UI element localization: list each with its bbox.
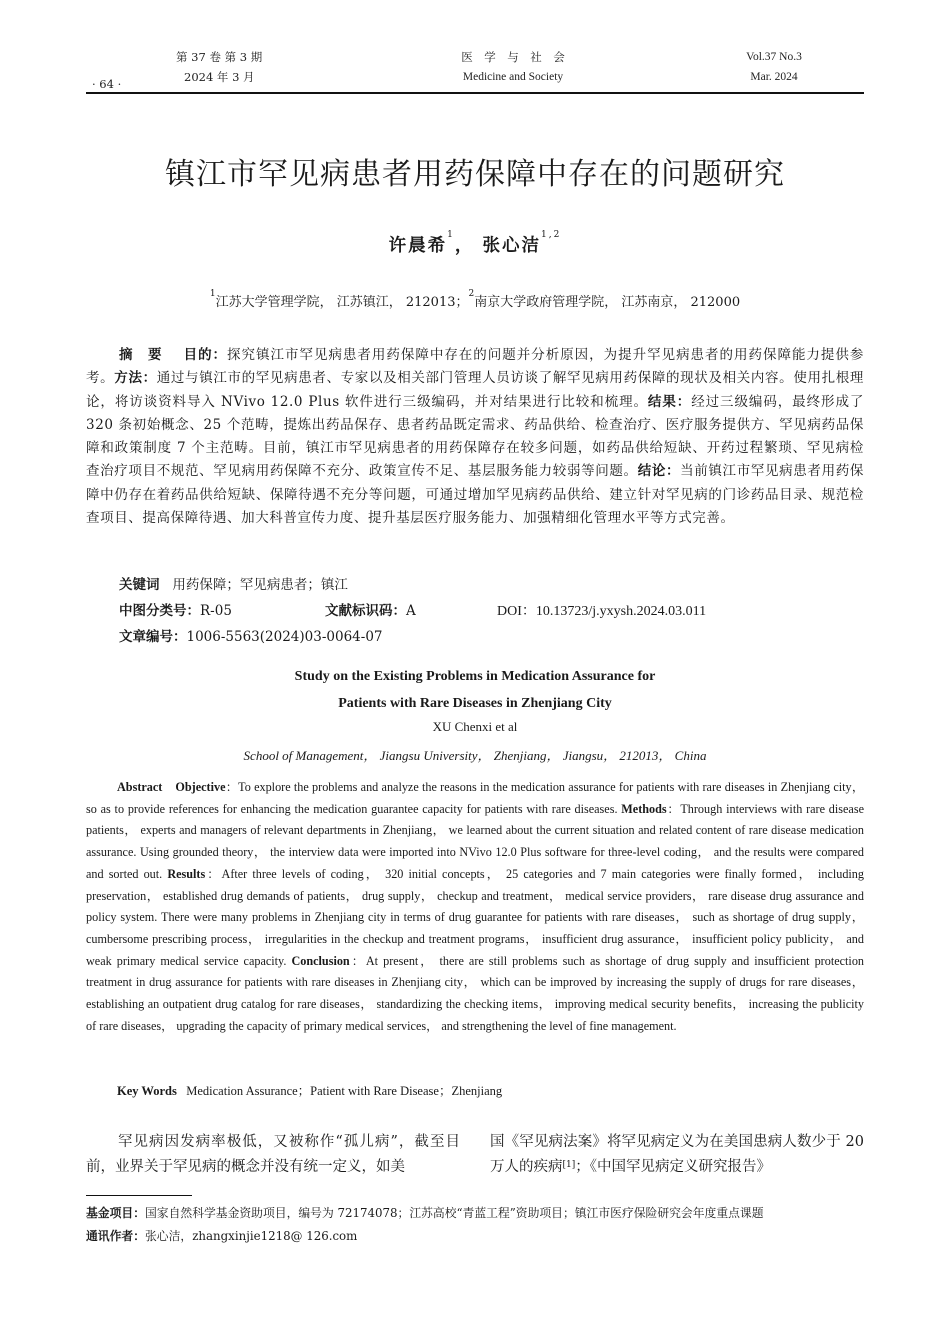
affil-sup: 1 <box>209 289 216 299</box>
objective-text: 探究镇江市罕见病患者用药保障中存在的问题并分析原因，为提升罕见病患者的用药保障能力提供参考。 <box>86 347 864 387</box>
body-text: 国《罕见病法案》将罕见病定义为在美国患病人数少于 20 万人的疾病 <box>490 1134 864 1175</box>
results-en-text: ：After three levels of coding， 320 initial concepts， 25 categories and 7 main categories were finally formed， including preservation， established drug demands of patients， drug supply， checkup and treatment， medical service providers， rare disease drug assurance and policy system. There were many problems in Zhenjiang city in terms of drug guarantee for patients with rare diseases， such as shortage of drug supply， cumbersome prescribing process， irregularities in the checkup and treatment programs， insufficient drug assurance， insufficient policy publicity， and weak primary medical service capacity. <box>86 866 864 968</box>
article-title-en-line1: Study on the Existing Problems in Medication Assurance for <box>294 669 656 684</box>
doc-label: 文献标识码： <box>325 603 406 619</box>
affiliations <box>86 291 864 310</box>
body-text: ；《中国罕见病定义研究报告》 <box>575 1159 771 1175</box>
article-value: 1006-5563(2024)03-0064-07 <box>186 629 383 645</box>
conclusion-en-text: ：At present， there are still problems such as shortage of drug supply and insufficient protection treatment in drug assurance for patients with rare diseases in Zhenjiang city， which can be improved by increasing the supply of drugs for rare diseases， establishing an outpatient drug catalog for rare diseases， standardizing the checking items， improving medical security benefits， increasing the publicity of rare diseases， upgrading the capacity of primary medical services， and strengthening the level of fine management. <box>86 953 865 1033</box>
methods-label: 方法： <box>114 370 157 387</box>
corresponding-text: 张心洁，zhangxinjie1218@ 126.com <box>145 1229 358 1243</box>
keywords-text: 用药保障；罕见病患者；镇江 <box>172 577 348 593</box>
body-column-right <box>490 1130 864 1180</box>
clc-label: 中图分类号： <box>119 603 200 619</box>
affil-2: 南京大学政府管理学院， 江苏南京， 212000 <box>474 295 741 310</box>
corresponding-label: 通讯作者： <box>86 1229 145 1243</box>
affiliation-en: School of Management， Jiangsu University， Zhenjiang， Jiangsu， 212013， China <box>243 748 707 763</box>
funding-note <box>86 1203 764 1223</box>
methods-en-label: Methods <box>621 801 667 816</box>
methods-text: 通过与镇江市的罕见病患者、专家以及相关部门管理人员访谈了解罕见病用药保障的现状及相关内容。使用扎根理论，将访谈资料导入 NVivo 12.0 Plus 软件进行三级编码，并对结果进行比较和梳理。 <box>86 370 865 410</box>
objective-en-label: Objective <box>175 780 226 794</box>
keywords-en-text: Medication Assurance；Patient with Rare Disease；Zhenjiang <box>186 1084 503 1098</box>
journal-name-en: Medicine and Society <box>462 71 564 83</box>
article-label: 文章编号： <box>119 629 187 645</box>
funding-text: 国家自然科学基金资助项目，编号为 72174078；江苏高校“青蓝工程”资助项目；镇江市医疗保险研究会年度重点课题 <box>145 1206 764 1220</box>
clc-number <box>119 600 232 623</box>
page-number: · 64 · <box>92 77 122 91</box>
issue-cn: 第 37 卷 第 3 期 <box>176 50 263 64</box>
results-label: 结果： <box>647 393 692 410</box>
volume-en: Vol.37 No.3 <box>746 51 802 63</box>
article-title-en-line2: Patients with Rare Diseases in Zhenjiang City <box>338 696 612 711</box>
journal-name-cn: 医 学 与 社 会 <box>461 50 565 64</box>
conclusion-label: 结论： <box>637 463 681 480</box>
keywords-cn <box>119 574 348 597</box>
doc-value: A <box>406 603 416 619</box>
objective-en-text: ：To explore the problems and analyze the reasons in the medication assurance for patients with rare diseases in Zhenjiang city， so as to provide references for enhancing the medication guarantee capacity for patients with rare diseases. <box>86 780 865 816</box>
doi: DOI：10.13723/j.yxysh.2024.03.011 <box>497 604 707 619</box>
citation-ref: [1] <box>562 1160 576 1170</box>
article-title-cn: 镇江市罕见病患者用药保障中存在的问题研究 <box>165 157 785 192</box>
document-code <box>325 600 416 623</box>
author-en: XU Chenxi et al <box>432 719 518 734</box>
date-cn: 2024 年 3 月 <box>184 70 255 84</box>
affil-sup: 2 <box>468 289 475 299</box>
body-column-left: 罕见病因发病率极低，又被称作“孤儿病”，截至目前，业界关于罕见病的概念并没有统一定义，如美 <box>86 1134 460 1175</box>
author-sup: 1,2 <box>541 230 562 240</box>
abstract-cn <box>86 344 864 530</box>
clc-value: R-05 <box>200 603 232 619</box>
objective-label: 目的： <box>183 347 228 363</box>
author-name: 许晨希 <box>388 236 448 256</box>
methods-en-text: ：Through interviews with rare disease patients， experts and managers of relevant departments in Zhenjiang， we learned about the current situation and related content of rare disease medication assurance. Using grounded theory， the interview data were imported into NVivo 12.0 Plus software for three-level coding， and the results were compared and sorted out. <box>86 801 864 881</box>
affil-1: 江苏大学管理学院， 江苏镇江， 212013； <box>215 295 469 310</box>
keywords-label: 关键词 <box>119 577 160 593</box>
results-en-label: Results <box>167 866 206 881</box>
keywords-en-label: Key Words <box>117 1084 177 1098</box>
author-sup: 1 <box>447 230 455 240</box>
author-list: 许晨希$^1$， 张心洁$^{1,2}$ <box>388 230 562 256</box>
conclusion-text: 当前镇江市罕见病患者用药保障中仍存在着药品供给短缺、保障待遇不充分等问题，可通过增加罕见病药品供给、建立针对罕见病的门诊药品目录、规范检查项目、提高保障待遇、加大科普宣传力度、提升基层医疗服务能力、加强精细化管理水平等方式完善。 <box>86 463 864 527</box>
results-text: 经过三级编码，最终形成了 320 条初始概念、25 个范畴，提炼出药品保存、患者药品既定需求、药品供给、检查治疗、医疗服务提供方、罕见病药品保障和政策制度 7 个主范畴。目前，镇江市罕见病患者的用药保障存在较多问题，如药品供给短缺、开药过程繁琐、罕见病检查治疗项目不规范、罕见病用药保障不充分、政策宣传不足、基层服务能力较弱等问题。 <box>86 393 864 480</box>
corresponding-author-note <box>86 1226 357 1246</box>
abstract-en <box>86 777 864 1037</box>
header-rule <box>86 92 864 94</box>
funding-label: 基金项目： <box>86 1206 145 1220</box>
footnote-rule <box>86 1195 192 1196</box>
keywords-en <box>117 1081 502 1099</box>
abstract-en-label: Abstract <box>117 780 163 794</box>
author-name: 张心洁 <box>482 236 541 256</box>
abstract-label: 摘 要 <box>119 347 163 363</box>
date-en: Mar. 2024 <box>750 71 798 83</box>
conclusion-en-label: Conclusion <box>291 953 350 968</box>
article-number <box>119 626 383 649</box>
